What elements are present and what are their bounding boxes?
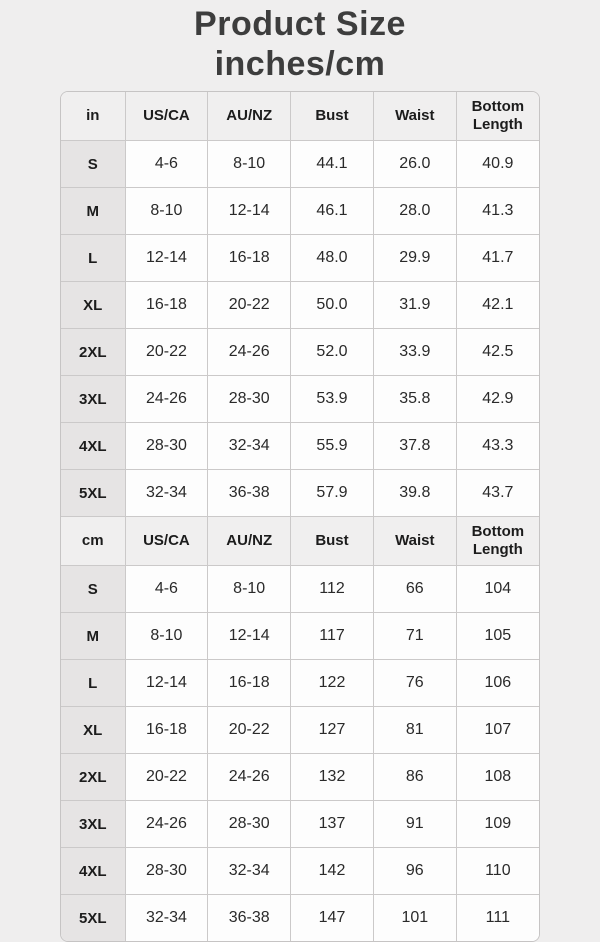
value-cell: 76 [373, 660, 456, 707]
value-cell: 28-30 [208, 376, 291, 423]
value-cell: 35.8 [373, 376, 456, 423]
value-cell: 26.0 [373, 141, 456, 188]
value-cell: 28.0 [373, 188, 456, 235]
column-header: Bottom Length [456, 517, 539, 566]
column-header: Bottom Length [456, 92, 539, 141]
table-row [61, 895, 539, 942]
value-cell: 24-26 [125, 376, 208, 423]
value-cell: 111 [456, 895, 539, 942]
page-title-line1: Product Size [194, 5, 406, 43]
value-cell: 8-10 [208, 141, 291, 188]
value-cell: 16-18 [208, 660, 291, 707]
table-row [61, 235, 539, 282]
table-row [61, 848, 539, 895]
size-label-cell: 2XL [61, 754, 125, 801]
page-title [0, 0, 600, 84]
table-row [61, 754, 539, 801]
value-cell: 20-22 [125, 329, 208, 376]
size-label-cell: 5XL [61, 895, 125, 942]
value-cell: 41.7 [456, 235, 539, 282]
value-cell: 20-22 [208, 707, 291, 754]
table-row [61, 566, 539, 613]
size-label-cell: 2XL [61, 329, 125, 376]
page-title-line2: inches/cm [214, 45, 386, 83]
value-cell: 12-14 [208, 613, 291, 660]
size-label-cell: 3XL [61, 376, 125, 423]
size-label-cell: 5XL [61, 470, 125, 517]
value-cell: 42.5 [456, 329, 539, 376]
size-label-cell: M [61, 188, 125, 235]
table-row [61, 376, 539, 423]
value-cell: 48.0 [291, 235, 374, 282]
column-header: Bust [291, 92, 374, 141]
value-cell: 96 [373, 848, 456, 895]
value-cell: 36-38 [208, 895, 291, 942]
value-cell: 127 [291, 707, 374, 754]
value-cell: 81 [373, 707, 456, 754]
value-cell: 8-10 [125, 188, 208, 235]
value-cell: 50.0 [291, 282, 374, 329]
column-header: cm [61, 517, 125, 566]
size-label-cell: 4XL [61, 848, 125, 895]
value-cell: 32-34 [125, 470, 208, 517]
value-cell: 57.9 [291, 470, 374, 517]
value-cell: 40.9 [456, 141, 539, 188]
value-cell: 39.8 [373, 470, 456, 517]
header-row-cm [61, 517, 539, 566]
value-cell: 109 [456, 801, 539, 848]
size-label-cell: XL [61, 707, 125, 754]
value-cell: 43.3 [456, 423, 539, 470]
value-cell: 122 [291, 660, 374, 707]
column-header: Waist [373, 92, 456, 141]
value-cell: 107 [456, 707, 539, 754]
column-header: in [61, 92, 125, 141]
table-row [61, 613, 539, 660]
value-cell: 42.1 [456, 282, 539, 329]
table-row [61, 660, 539, 707]
value-cell: 20-22 [208, 282, 291, 329]
value-cell: 46.1 [291, 188, 374, 235]
value-cell: 12-14 [125, 660, 208, 707]
size-chart-table [60, 91, 540, 942]
value-cell: 36-38 [208, 470, 291, 517]
value-cell: 52.0 [291, 329, 374, 376]
value-cell: 44.1 [291, 141, 374, 188]
value-cell: 28-30 [125, 848, 208, 895]
value-cell: 41.3 [456, 188, 539, 235]
size-label-cell: S [61, 141, 125, 188]
value-cell: 112 [291, 566, 374, 613]
table-row [61, 188, 539, 235]
value-cell: 117 [291, 613, 374, 660]
value-cell: 104 [456, 566, 539, 613]
value-cell: 4-6 [125, 566, 208, 613]
size-label-cell: 3XL [61, 801, 125, 848]
value-cell: 29.9 [373, 235, 456, 282]
size-label-cell: L [61, 660, 125, 707]
value-cell: 28-30 [208, 801, 291, 848]
value-cell: 142 [291, 848, 374, 895]
size-label-cell: XL [61, 282, 125, 329]
column-header: AU/NZ [208, 517, 291, 566]
value-cell: 32-34 [208, 848, 291, 895]
value-cell: 24-26 [125, 801, 208, 848]
value-cell: 20-22 [125, 754, 208, 801]
column-header: US/CA [125, 517, 208, 566]
value-cell: 43.7 [456, 470, 539, 517]
size-label-cell: 4XL [61, 423, 125, 470]
value-cell: 53.9 [291, 376, 374, 423]
size-label-cell: S [61, 566, 125, 613]
value-cell: 147 [291, 895, 374, 942]
value-cell: 42.9 [456, 376, 539, 423]
size-label-cell: M [61, 613, 125, 660]
value-cell: 32-34 [125, 895, 208, 942]
value-cell: 137 [291, 801, 374, 848]
value-cell: 106 [456, 660, 539, 707]
value-cell: 12-14 [125, 235, 208, 282]
value-cell: 16-18 [125, 282, 208, 329]
value-cell: 4-6 [125, 141, 208, 188]
table-row [61, 329, 539, 376]
value-cell: 37.8 [373, 423, 456, 470]
value-cell: 71 [373, 613, 456, 660]
value-cell: 86 [373, 754, 456, 801]
column-header: Bust [291, 517, 374, 566]
header-row-in [61, 92, 539, 141]
value-cell: 105 [456, 613, 539, 660]
value-cell: 12-14 [208, 188, 291, 235]
value-cell: 24-26 [208, 329, 291, 376]
value-cell: 110 [456, 848, 539, 895]
value-cell: 31.9 [373, 282, 456, 329]
value-cell: 91 [373, 801, 456, 848]
value-cell: 16-18 [125, 707, 208, 754]
table-row [61, 801, 539, 848]
value-cell: 101 [373, 895, 456, 942]
table-row [61, 141, 539, 188]
table-row [61, 423, 539, 470]
table-row [61, 470, 539, 517]
value-cell: 16-18 [208, 235, 291, 282]
value-cell: 24-26 [208, 754, 291, 801]
column-header: US/CA [125, 92, 208, 141]
value-cell: 55.9 [291, 423, 374, 470]
value-cell: 8-10 [125, 613, 208, 660]
value-cell: 66 [373, 566, 456, 613]
value-cell: 132 [291, 754, 374, 801]
value-cell: 33.9 [373, 329, 456, 376]
value-cell: 28-30 [125, 423, 208, 470]
size-table [61, 92, 539, 941]
column-header: AU/NZ [208, 92, 291, 141]
value-cell: 8-10 [208, 566, 291, 613]
size-label-cell: L [61, 235, 125, 282]
column-header: Waist [373, 517, 456, 566]
value-cell: 108 [456, 754, 539, 801]
table-row [61, 707, 539, 754]
value-cell: 32-34 [208, 423, 291, 470]
table-row [61, 282, 539, 329]
